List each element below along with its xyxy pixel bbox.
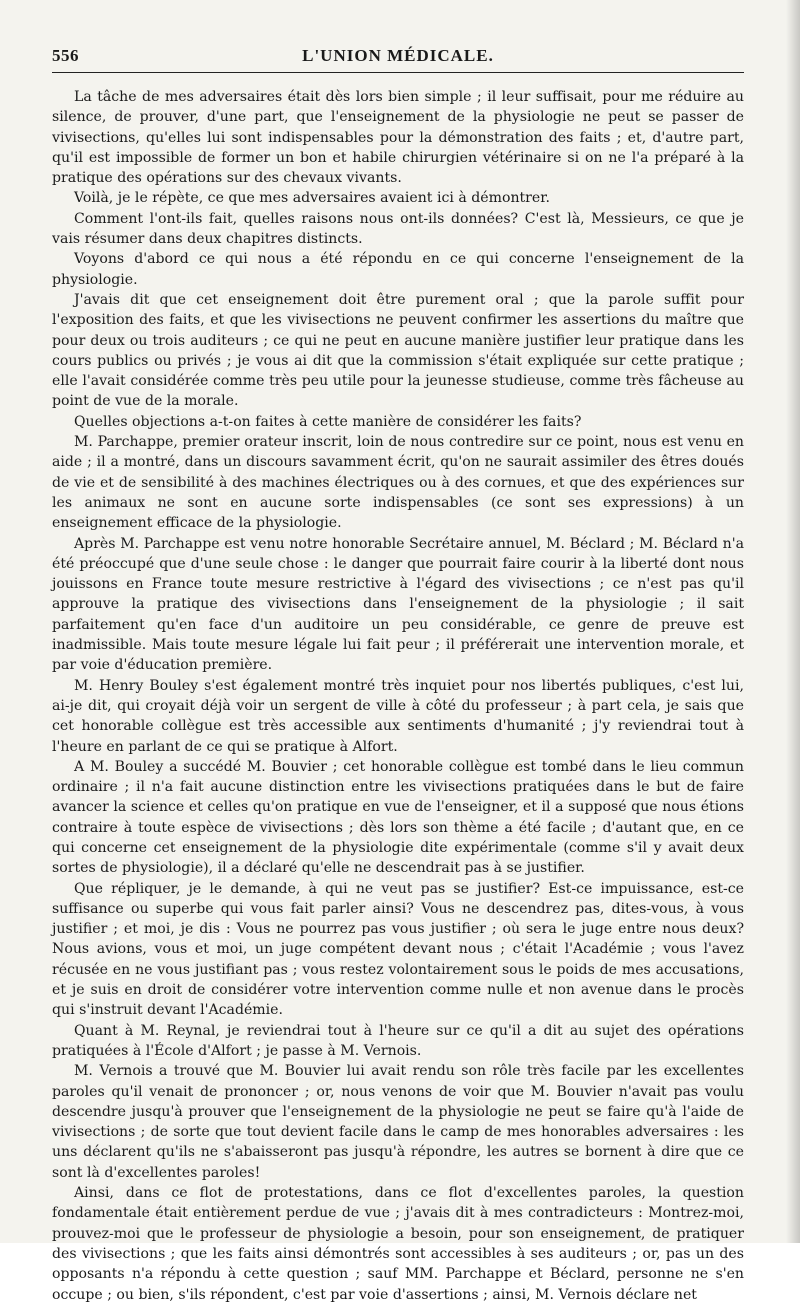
paragraph: Quant à M. Reynal, je reviendrai tout à l'heure sur ce qu'il a dit au sujet des opérations pratiquées à l'École d'Alfort ; je passe à M. Vernois. <box>52 1022 744 1059</box>
page-number: 556 <box>52 46 79 65</box>
journal-title: L'UNION MÉDICALE. <box>302 46 494 65</box>
paragraph: Comment l'ont-ils fait, quelles raisons nous ont-ils données? C'est là, Messieurs, ce que je vais résumer dans deux chapitres distincts. <box>52 210 744 248</box>
paragraph: La tâche de mes adversaires était dès lors bien simple ; il leur suffisait, pour me réduire au silence, de prouver, d'une part, que l'enseignement de la physiologie ne peut se passer de vivisections, qu'elles lui sont indispensables pour la démonstration des faits ; et, d'autre part, qu'il est impossible de former un bon et habile chirurgien vétérinaire si on ne l'a préparé à la pratique des opérations sur des chevaux vivants. <box>52 89 744 187</box>
running-head <box>52 42 744 73</box>
article-body <box>52 87 744 1305</box>
paragraph: Voyons d'abord ce qui nous a été répondu en ce qui concerne l'enseignement de la physiologie. <box>52 251 744 288</box>
paragraph: Ainsi, dans ce flot de protestations, dans ce flot d'excellentes paroles, la question fondamentale était entièrement perdue de vue ; j'avais dit à mes contradicteurs : Montrez-moi, prouvez-moi que le professeur de physiologie a besoin, pour son enseignement, de pratiquer des vivisections ; que les faits ainsi démontrés sont accessibles à ses auditeurs ; or, pas un des opposants n'a répondu à cette question ; sauf MM. Parchappe et Béclard, personne ne s'en occupe ; ou bien, s'ils répondent, c'est par voie d'assertions ; ainsi, M. Vernois déclare net <box>52 1185 744 1303</box>
paragraph: M. Vernois a trouvé que M. Bouvier lui avait rendu son rôle très facile par les excellentes paroles qu'il venait de prononcer ; or, nous venons de voir que M. Bouvier n'avait pas voulu descendre jusqu'à prouver que l'enseignement de la physiologie ne peut se faire qu'à l'aide de vivisections ; de sorte que tout devient facile dans le camp de mes honorables adversaires : les uns déclarent qu'ils ne s'abaisseront pas jusqu'à répondre, les autres se bornent à dire que ce sont là d'excellentes paroles! <box>52 1063 744 1181</box>
paragraph: J'avais dit que cet enseignement doit être purement oral ; que la parole suffit pour l'exposition des faits, et que les vivisections ne peuvent confirmer les assertions du maître que pour deux ou trois auditeurs ; ce qui ne peut en aucune manière justifier leur pratique dans les cours publics ou privés ; je vous ai dit que la commission s'était expliquée sur cette pratique ; elle l'avait considérée comme très peu utile pour la jeunesse studieuse, comme très fâcheuse au point de vue de la morale. <box>52 291 744 410</box>
paragraph: Que répliquer, je le demande, à qui ne veut pas se justifier? Est-ce impuissance, est-ce suffisance ou superbe qui vous fait parler ainsi? Vous ne descendrez pas, dites-vous, à vous justifier ; et moi, je dis : Vous ne pourrez pas vous justifier ; où sera le juge entre nous deux? Nous avions, vous et moi, un juge compétent devant nous ; c'était l'Académie ; vous l'avez récusée en ne vous justifiant pas ; vous restez volontairement sous le poids de mes accusations, et je suis en droit de considérer votre intervention comme nulle et non avenue dans le procès qui s'instruit devant l'Académie. <box>52 880 744 1019</box>
paragraph: Après M. Parchappe est venu notre honorable Secrétaire annuel, M. Béclard ; M. Béclard n'a été préoccupé que d'une seule chose : le danger que pourrait faire courir à la liberté dont nous jouissons en France toute mesure restrictive à l'égard des vivisections ; ce n'est pas qu'il approuve la pratique des vivisections dans l'enseignement de la physiologie ; il sait parfaitement qu'en face d'un auditoire un peu considérable, ce genre de preuve est inadmissible. Mais toute mesure légale lui fait peur ; il préférerait une intervention morale, et par voie d'éducation première. <box>52 535 744 674</box>
paragraph: M. Parchappe, premier orateur inscrit, loin de nous contredire sur ce point, nous est venu en aide ; il a montré, dans un discours savamment écrit, qu'on ne saurait assimiler des êtres doués de vie et de sensibilité à des machines électriques ou à des cornues, et que des expériences sur les animaux ne sont en aucune sorte indispensables (ce sont ses expressions) à un enseignement efficace de la physiologie. <box>52 434 744 532</box>
paragraph: Quelles objections a-t-on faites à cette manière de considérer les faits? <box>74 413 582 430</box>
paragraph: M. Henry Bouley s'est également montré très inquiet pour nos libertés publiques, c'est lui, ai-je dit, qui croyait déjà voir un sergent de ville à côté du professeur ; à part cela, je sais que cet honorable collègue est très accessible aux sentiments d'humanité ; j'y reviendrai tout à l'heure en parlant de ce qui se pratique à Alfort. <box>52 677 744 755</box>
paragraph: Voilà, je le répète, ce que mes adversaires avaient ici à démontrer. <box>74 190 550 207</box>
paragraph: A M. Bouley a succédé M. Bouvier ; cet honorable collègue est tombé dans le lieu commun ordinaire ; il n'a fait aucune distinction entre les vivisections pratiquées dans le but de faire avancer la science et celles qu'on pratique en vue de l'enseigner, et il a supposé que nous étions contraire à toute espèce de vivisections ; dès lors son thème a été facile ; d'autant que, en ce qui concerne cet enseignement de la physiologie dite expérimentale (comme s'il y avait deux sortes de physiologie), il a déclaré qu'elle ne descendrait pas à se justifier. <box>52 758 744 877</box>
